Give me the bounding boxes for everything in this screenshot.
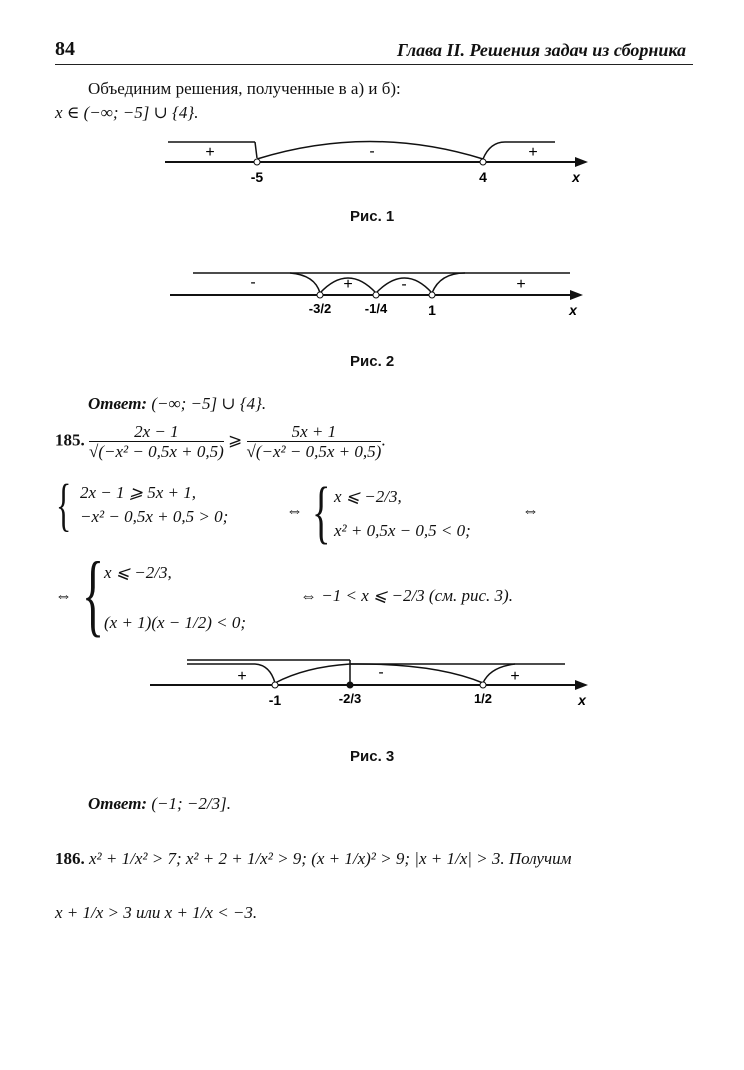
fig1-tick-1: -5 [250, 169, 264, 185]
problem-186-number: 186. [55, 849, 85, 868]
figure-1-number-line [160, 132, 600, 192]
fig2-sign-3: - [401, 276, 407, 293]
header-rule [55, 64, 693, 65]
figure-3-number-line [145, 655, 595, 725]
fig2-axis-label: x [569, 302, 577, 318]
answer-2 [88, 793, 231, 815]
figure-1-caption: Рис. 1 [350, 208, 395, 225]
fig3-sign-2: - [378, 664, 384, 681]
fig2-tick-1: -3/2 [308, 301, 332, 316]
fig2-tick-2: -1/4 [364, 301, 388, 316]
fraction-right [247, 423, 382, 460]
answer-1 [88, 393, 266, 415]
intro-line-2: x ∈ (−∞; −5] ∪ {4}. [55, 103, 199, 122]
system-1-line-2: −x² − 0,5x + 0,5 > 0; [80, 507, 229, 526]
problem-186-text-1: x² + 1/x² > 7; x² + 2 + 1/x² > 9; (x + 1/x)² > 9; |x + 1/x| > 3. Получим [89, 849, 572, 868]
equiv-3: ⇔ [55, 586, 72, 605]
fraction-left-numerator: 2x − 1 [89, 423, 224, 442]
fig1-sign-1: + [205, 144, 215, 161]
fig1-axis-label: x [572, 169, 580, 185]
figure-2-caption: Рис. 2 [350, 353, 395, 370]
fig3-tick-2: -2/3 [338, 691, 362, 706]
answer-1-value: (−∞; −5] ∪ {4}. [151, 394, 267, 413]
system-3-line-2: (x + 1)(x − 1/2) < 0; [104, 613, 247, 632]
fraction-right-denominator: √(−x² − 0,5x + 0,5) [246, 442, 382, 461]
system-2-line-1: x ⩽ −2/3, [334, 487, 402, 506]
fig2-sign-2: + [343, 276, 353, 293]
figure-2-number-line [165, 265, 595, 340]
problem-185-result: ⇔ −1 < x ⩽ −2/3 (см. рис. 3). [300, 586, 513, 605]
page-number: 84 [55, 38, 75, 60]
problem-186-line-2: x + 1/x > 3 или x + 1/x < −3. [55, 903, 258, 922]
fig3-tick-3: 1/2 [473, 691, 493, 706]
fig3-sign-3: + [510, 668, 520, 685]
fig2-sign-4: + [516, 276, 526, 293]
system-3-brace: { [82, 543, 105, 645]
fig2-tick-3: 1 [428, 302, 436, 318]
system-1-brace: { [56, 472, 72, 537]
system-3-line-1: x ⩽ −2/3, [104, 563, 172, 582]
answer-2-value: (−1; −2/3]. [151, 794, 231, 813]
fig3-sign-1: + [237, 668, 247, 685]
fig3-tick-1: -1 [268, 692, 282, 708]
intro-line-1: Объединим решения, полученные в а) и б): [88, 79, 401, 98]
relation-sign: ⩾ [228, 430, 243, 450]
answer-2-label: Ответ: [88, 794, 148, 813]
answer-1-label: Ответ: [88, 394, 148, 413]
fraction-left-denominator: √(−x² − 0,5x + 0,5) [89, 442, 224, 461]
fraction-left [89, 423, 224, 460]
equiv-1: ⇔ [286, 501, 303, 520]
problem-186-line-1 [55, 848, 571, 870]
fig3-axis-label: x [578, 692, 586, 708]
fig1-sign-3: + [528, 144, 538, 161]
problem-185-number: 185. [55, 430, 85, 450]
chapter-title: Глава II. Решения задач из сборника [396, 40, 686, 60]
equiv-2: ⇔ [522, 501, 539, 520]
system-1-line-1: 2x − 1 ⩾ 5x + 1, [80, 483, 197, 502]
problem-185-inequality: 185. $\frac{2x - 1}{\text{√(−x² − 0,5x + 0,5)}}$ ⩾ $\frac{5x + 1}{\text{√(−x² − 0,5x + 0,5)}}$ . [55, 422, 386, 461]
fig1-sign-2: - [369, 143, 375, 160]
fraction-right-numerator: 5x + 1 [247, 423, 382, 442]
fig1-tick-2: 4 [479, 169, 487, 185]
figure-3-caption: Рис. 3 [350, 748, 395, 765]
fig2-sign-1: - [250, 274, 256, 291]
system-2-brace: { [312, 474, 331, 551]
system-2-line-2: x² + 0,5x − 0,5 < 0; [334, 521, 471, 540]
